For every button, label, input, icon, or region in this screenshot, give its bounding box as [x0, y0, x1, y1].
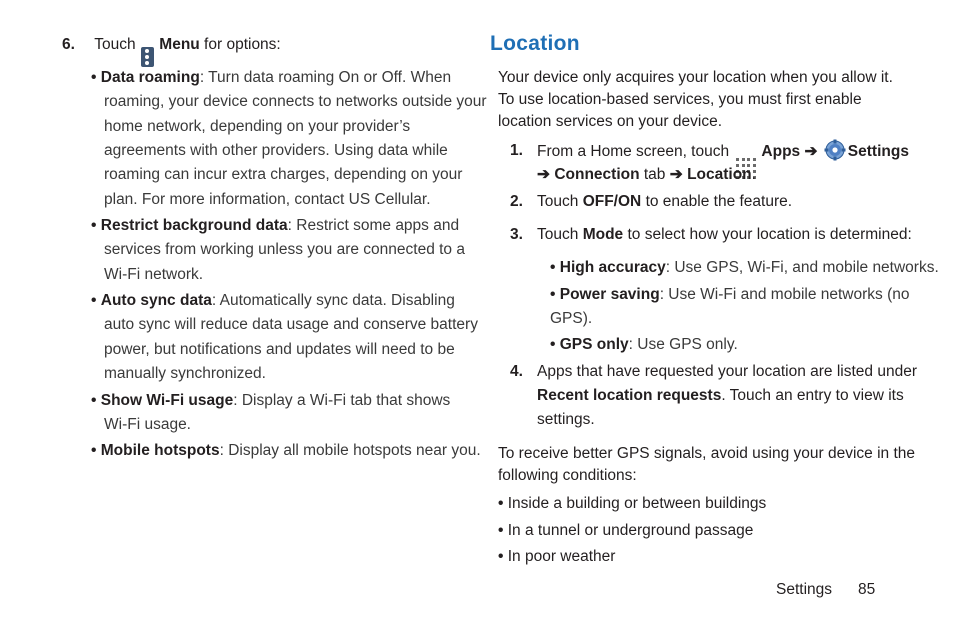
footer-section: Settings [776, 581, 833, 598]
arrow: ➔ [669, 166, 683, 183]
bullet-line: auto sync will reduce data usage and conserve battery [104, 316, 478, 333]
connection-label: Connection [554, 166, 640, 183]
apps-label: Apps [761, 143, 801, 160]
bullet-line: : Use Wi-Fi and mobile networks (no [659, 286, 910, 303]
bullet-term: Show Wi-Fi usage [100, 392, 234, 409]
recent-location-requests-label: Recent location requests [537, 387, 722, 404]
step-text-post: to enable the feature. [645, 193, 793, 210]
arrow: ➔ [804, 143, 818, 160]
menu-icon [141, 47, 154, 67]
bullet-dot: • [498, 548, 504, 565]
bullet-line: power, but notifications and updates will need to be [104, 341, 455, 358]
step-number: 6. [62, 36, 75, 53]
bullet-line: Wi-Fi usage. [104, 416, 191, 433]
bullet-line: services from working unless you are connected to a [104, 241, 465, 258]
step-text-post: to select how your location is determined: [627, 226, 912, 243]
bullet-term: Auto sync data [100, 292, 212, 309]
bullet-dot: • [550, 336, 556, 353]
bullet-term: High accuracy [559, 259, 666, 276]
menu-label: Menu [159, 36, 200, 53]
bullet-term: GPS only [559, 336, 629, 353]
step-text: Touch [537, 193, 579, 210]
bullet-dot: • [91, 442, 97, 459]
bullet-term: Mobile hotspots [100, 442, 220, 459]
condition-item [498, 492, 766, 516]
step-number: 4. [510, 363, 523, 380]
step-text-post: for options: [199, 36, 281, 53]
bullet-line: : Display a Wi-Fi tab that shows [233, 392, 451, 409]
settings-label: Settings [847, 143, 909, 160]
condition-item [498, 519, 753, 543]
bullet-line: roaming, your device connects to networks outside your [104, 93, 487, 110]
mode-label: Mode [582, 226, 624, 243]
condition-text: In poor weather [507, 548, 616, 565]
off-on-label: OFF/ON [582, 193, 642, 210]
step-text: settings. [537, 411, 595, 428]
section-title: Location [490, 32, 580, 55]
bullet-line: GPS). [550, 310, 593, 327]
bullet-term: Power saving [559, 286, 660, 303]
step-text: Apps that have requested your location are listed under [537, 363, 917, 380]
bullet-line: : Turn data roaming On or Off. When [199, 69, 452, 86]
intro-line: Your device only acquires your location when you allow it. [498, 69, 893, 86]
step-text: From a Home screen, touch [537, 143, 730, 160]
step-6 [62, 33, 281, 67]
bullet-dot: • [498, 495, 504, 512]
bullet-term: Data roaming [100, 69, 200, 86]
bullet-line: Wi-Fi network. [104, 266, 204, 283]
bullet-line: : Use GPS, Wi-Fi, and mobile networks. [665, 259, 939, 276]
intro-line: location services on your device. [498, 113, 723, 130]
step-text: Touch [94, 36, 136, 53]
step-number: 1. [510, 142, 523, 159]
step-number: 2. [510, 193, 523, 210]
period: . [751, 166, 756, 183]
bullet-dot: • [91, 392, 97, 409]
bullet-dot: • [91, 69, 97, 86]
page-number: 85 [858, 581, 876, 598]
arrow: ➔ [537, 166, 550, 183]
bullet-term: Restrict background data [100, 217, 288, 234]
bullet-dot: • [91, 217, 97, 234]
gps-intro-line: To receive better GPS signals, avoid using your device in the [498, 445, 916, 462]
gps-intro-line: following conditions: [498, 467, 637, 484]
bullet-dot: • [91, 292, 97, 309]
bullet-line: agreements with other providers. Using data while [104, 142, 448, 159]
condition-text: Inside a building or between buildings [507, 495, 767, 512]
intro-line: To use location-based services, you must first enable [498, 91, 862, 108]
condition-text: In a tunnel or underground passage [507, 522, 754, 539]
bullet-line: : Restrict some apps and [287, 217, 460, 234]
condition-item [498, 545, 615, 569]
bullet-line: home network, depending on your provider’s [104, 118, 411, 135]
settings-gear-icon [824, 139, 846, 161]
step-text: Touch [537, 226, 579, 243]
step-number: 3. [510, 226, 523, 243]
bullet-dot: • [498, 522, 504, 539]
bullet-line: : Automatically sync data. Disabling [211, 292, 455, 309]
tab-text: tab [643, 166, 666, 183]
bullet-line: plan. For more information, contact US Cellular. [104, 191, 431, 208]
bullet-line: : Display all mobile hotspots near you. [219, 442, 481, 459]
location-label: Location [687, 166, 752, 183]
bullet-line: manually synchronized. [104, 365, 266, 382]
bullet-dot: • [550, 286, 556, 303]
bullet-dot: • [550, 259, 556, 276]
step-text: . Touch an entry to view its [721, 387, 904, 404]
bullet-line: roaming can incur extra charges, depending on your [104, 166, 463, 183]
bullet-line: : Use GPS only. [628, 336, 738, 353]
